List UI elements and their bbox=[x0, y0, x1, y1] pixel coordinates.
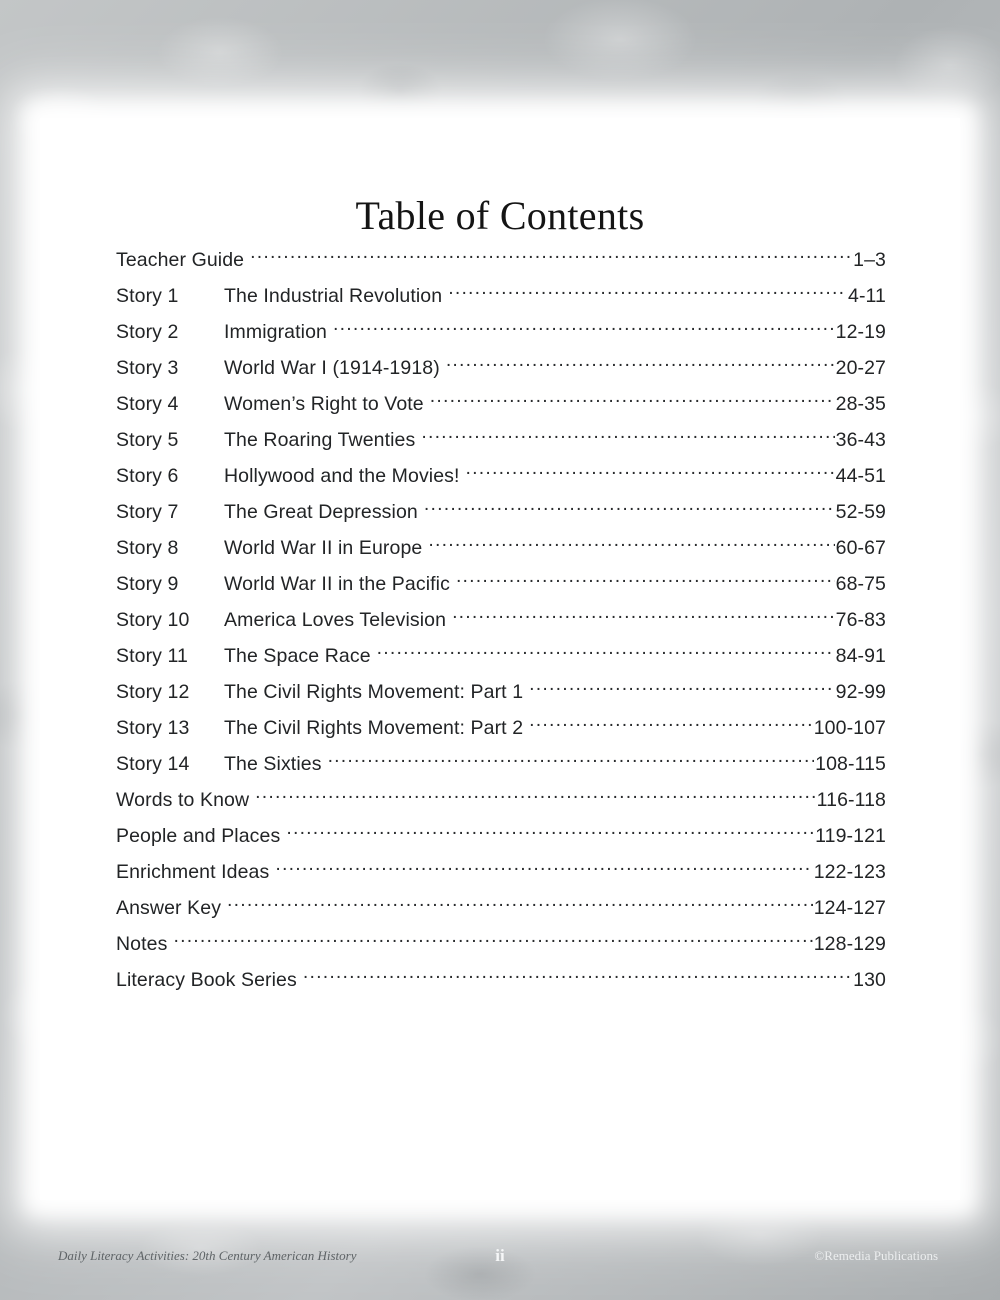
toc-row-label: Notes bbox=[116, 932, 168, 955]
toc-row[interactable] bbox=[116, 390, 886, 426]
toc-row-label: Story 5 bbox=[116, 428, 179, 451]
toc-row[interactable] bbox=[116, 642, 886, 678]
toc-row-pages: 28-35 bbox=[835, 392, 886, 415]
toc-row[interactable] bbox=[116, 750, 886, 786]
toc-row-pages: 100-107 bbox=[813, 716, 886, 739]
toc-row-title: The Great Depression bbox=[224, 500, 418, 523]
toc-row-title: The Civil Rights Movement: Part 2 bbox=[224, 716, 524, 739]
toc-leader-dots bbox=[173, 930, 812, 950]
toc-row-pages: 116-118 bbox=[816, 788, 886, 811]
toc-leader-dots bbox=[428, 534, 834, 554]
toc-row[interactable] bbox=[116, 786, 886, 822]
page-footer bbox=[0, 1248, 1000, 1274]
toc-leader-dots bbox=[466, 462, 835, 482]
toc-row[interactable] bbox=[116, 894, 886, 930]
toc-row-label: Story 8 bbox=[116, 536, 179, 559]
toc-row[interactable] bbox=[116, 606, 886, 642]
toc-row-label: Story 9 bbox=[116, 572, 179, 595]
toc-row-pages: 108-115 bbox=[815, 752, 886, 775]
toc-row-title: The Sixties bbox=[224, 752, 322, 775]
toc-row-title: Women’s Right to Vote bbox=[224, 392, 424, 415]
toc-row[interactable] bbox=[116, 714, 886, 750]
toc-leader-dots bbox=[333, 318, 835, 338]
toc-leader-dots bbox=[377, 642, 835, 662]
toc-row[interactable] bbox=[116, 822, 886, 858]
toc-row-title: World War II in Europe bbox=[224, 536, 423, 559]
toc-row[interactable] bbox=[116, 930, 886, 966]
toc-row-label: Story 3 bbox=[116, 356, 179, 379]
toc-row-title: World War I (1914-1918) bbox=[224, 356, 440, 379]
toc-row-pages: 60-67 bbox=[835, 536, 886, 559]
toc-row-title: America Loves Television bbox=[224, 608, 447, 631]
toc-row-pages: 1–3 bbox=[853, 248, 886, 271]
toc-row-label: Answer Key bbox=[116, 896, 222, 919]
toc-row-pages: 122-123 bbox=[813, 860, 886, 883]
toc-leader-dots bbox=[446, 354, 835, 374]
toc-row-pages: 84-91 bbox=[835, 644, 886, 667]
toc-row-label: Story 13 bbox=[116, 716, 190, 739]
toc-row[interactable] bbox=[116, 246, 886, 282]
toc-leader-dots bbox=[275, 858, 812, 878]
toc-row-pages: 12-19 bbox=[835, 320, 886, 343]
toc-leader-dots bbox=[286, 822, 814, 842]
toc-row[interactable] bbox=[116, 282, 886, 318]
toc-row-title: World War II in the Pacific bbox=[224, 572, 450, 595]
toc-row-pages: 130 bbox=[853, 968, 886, 991]
toc-row-title: Hollywood and the Movies! bbox=[224, 464, 460, 487]
table-of-contents-list bbox=[116, 246, 886, 1002]
toc-row-title: The Space Race bbox=[224, 644, 371, 667]
toc-leader-dots bbox=[250, 246, 852, 266]
toc-row-label: Story 2 bbox=[116, 320, 179, 343]
toc-leader-dots bbox=[227, 894, 813, 914]
toc-row[interactable] bbox=[116, 966, 886, 1002]
toc-row-label: Story 6 bbox=[116, 464, 179, 487]
toc-leader-dots bbox=[529, 678, 834, 698]
toc-leader-dots bbox=[421, 426, 834, 446]
toc-leader-dots bbox=[529, 714, 813, 734]
toc-row[interactable] bbox=[116, 462, 886, 498]
page-sheet bbox=[40, 118, 960, 1200]
toc-row-label: Enrichment Ideas bbox=[116, 860, 270, 883]
toc-row-label: People and Places bbox=[116, 824, 281, 847]
toc-row-title: The Industrial Revolution bbox=[224, 284, 443, 307]
toc-row-pages: 36-43 bbox=[835, 428, 886, 451]
toc-row-label: Story 4 bbox=[116, 392, 179, 415]
toc-row-label: Story 10 bbox=[116, 608, 190, 631]
toc-leader-dots bbox=[303, 966, 852, 986]
toc-leader-dots bbox=[448, 282, 847, 302]
toc-row-pages: 92-99 bbox=[835, 680, 886, 703]
toc-row-label: Words to Know bbox=[116, 788, 250, 811]
toc-row[interactable] bbox=[116, 570, 886, 606]
toc-row[interactable] bbox=[116, 318, 886, 354]
toc-leader-dots bbox=[452, 606, 835, 626]
toc-row-pages: 124-127 bbox=[813, 896, 886, 919]
toc-leader-dots bbox=[424, 498, 835, 518]
toc-row-label: Story 11 bbox=[116, 644, 188, 667]
page-title: Table of Contents bbox=[355, 193, 645, 238]
toc-row-label: Literacy Book Series bbox=[116, 968, 297, 991]
toc-row-label: Story 14 bbox=[116, 752, 190, 775]
toc-leader-dots bbox=[456, 570, 835, 590]
toc-row-label: Story 12 bbox=[116, 680, 190, 703]
toc-row-pages: 68-75 bbox=[835, 572, 886, 595]
toc-row-label: Story 1 bbox=[116, 284, 179, 307]
toc-row[interactable] bbox=[116, 498, 886, 534]
footer-book-title: Daily Literacy Activities: 20th Century American History bbox=[58, 1248, 357, 1263]
toc-row[interactable] bbox=[116, 354, 886, 390]
footer-page-number: ii bbox=[495, 1246, 505, 1265]
toc-leader-dots bbox=[255, 786, 815, 806]
toc-row-pages: 52-59 bbox=[835, 500, 886, 523]
toc-row-pages: 44-51 bbox=[835, 464, 886, 487]
toc-row-label: Teacher Guide bbox=[116, 248, 245, 271]
toc-row-title: Immigration bbox=[224, 320, 327, 343]
footer-copyright: ©Remedia Publications bbox=[814, 1248, 938, 1263]
toc-row-title: The Civil Rights Movement: Part 1 bbox=[224, 680, 524, 703]
toc-row-pages: 20-27 bbox=[835, 356, 886, 379]
toc-row-label: Story 7 bbox=[116, 500, 179, 523]
toc-row-pages: 4-11 bbox=[848, 284, 886, 307]
toc-row[interactable] bbox=[116, 678, 886, 714]
toc-leader-dots bbox=[430, 390, 835, 410]
toc-row-pages: 76-83 bbox=[835, 608, 886, 631]
toc-row[interactable] bbox=[116, 426, 886, 462]
toc-row-title: The Roaring Twenties bbox=[224, 428, 416, 451]
toc-leader-dots bbox=[328, 750, 815, 770]
toc-row[interactable] bbox=[116, 534, 886, 570]
toc-row-pages: 119-121 bbox=[815, 824, 886, 847]
toc-row-pages: 128-129 bbox=[813, 932, 886, 955]
toc-row[interactable] bbox=[116, 858, 886, 894]
